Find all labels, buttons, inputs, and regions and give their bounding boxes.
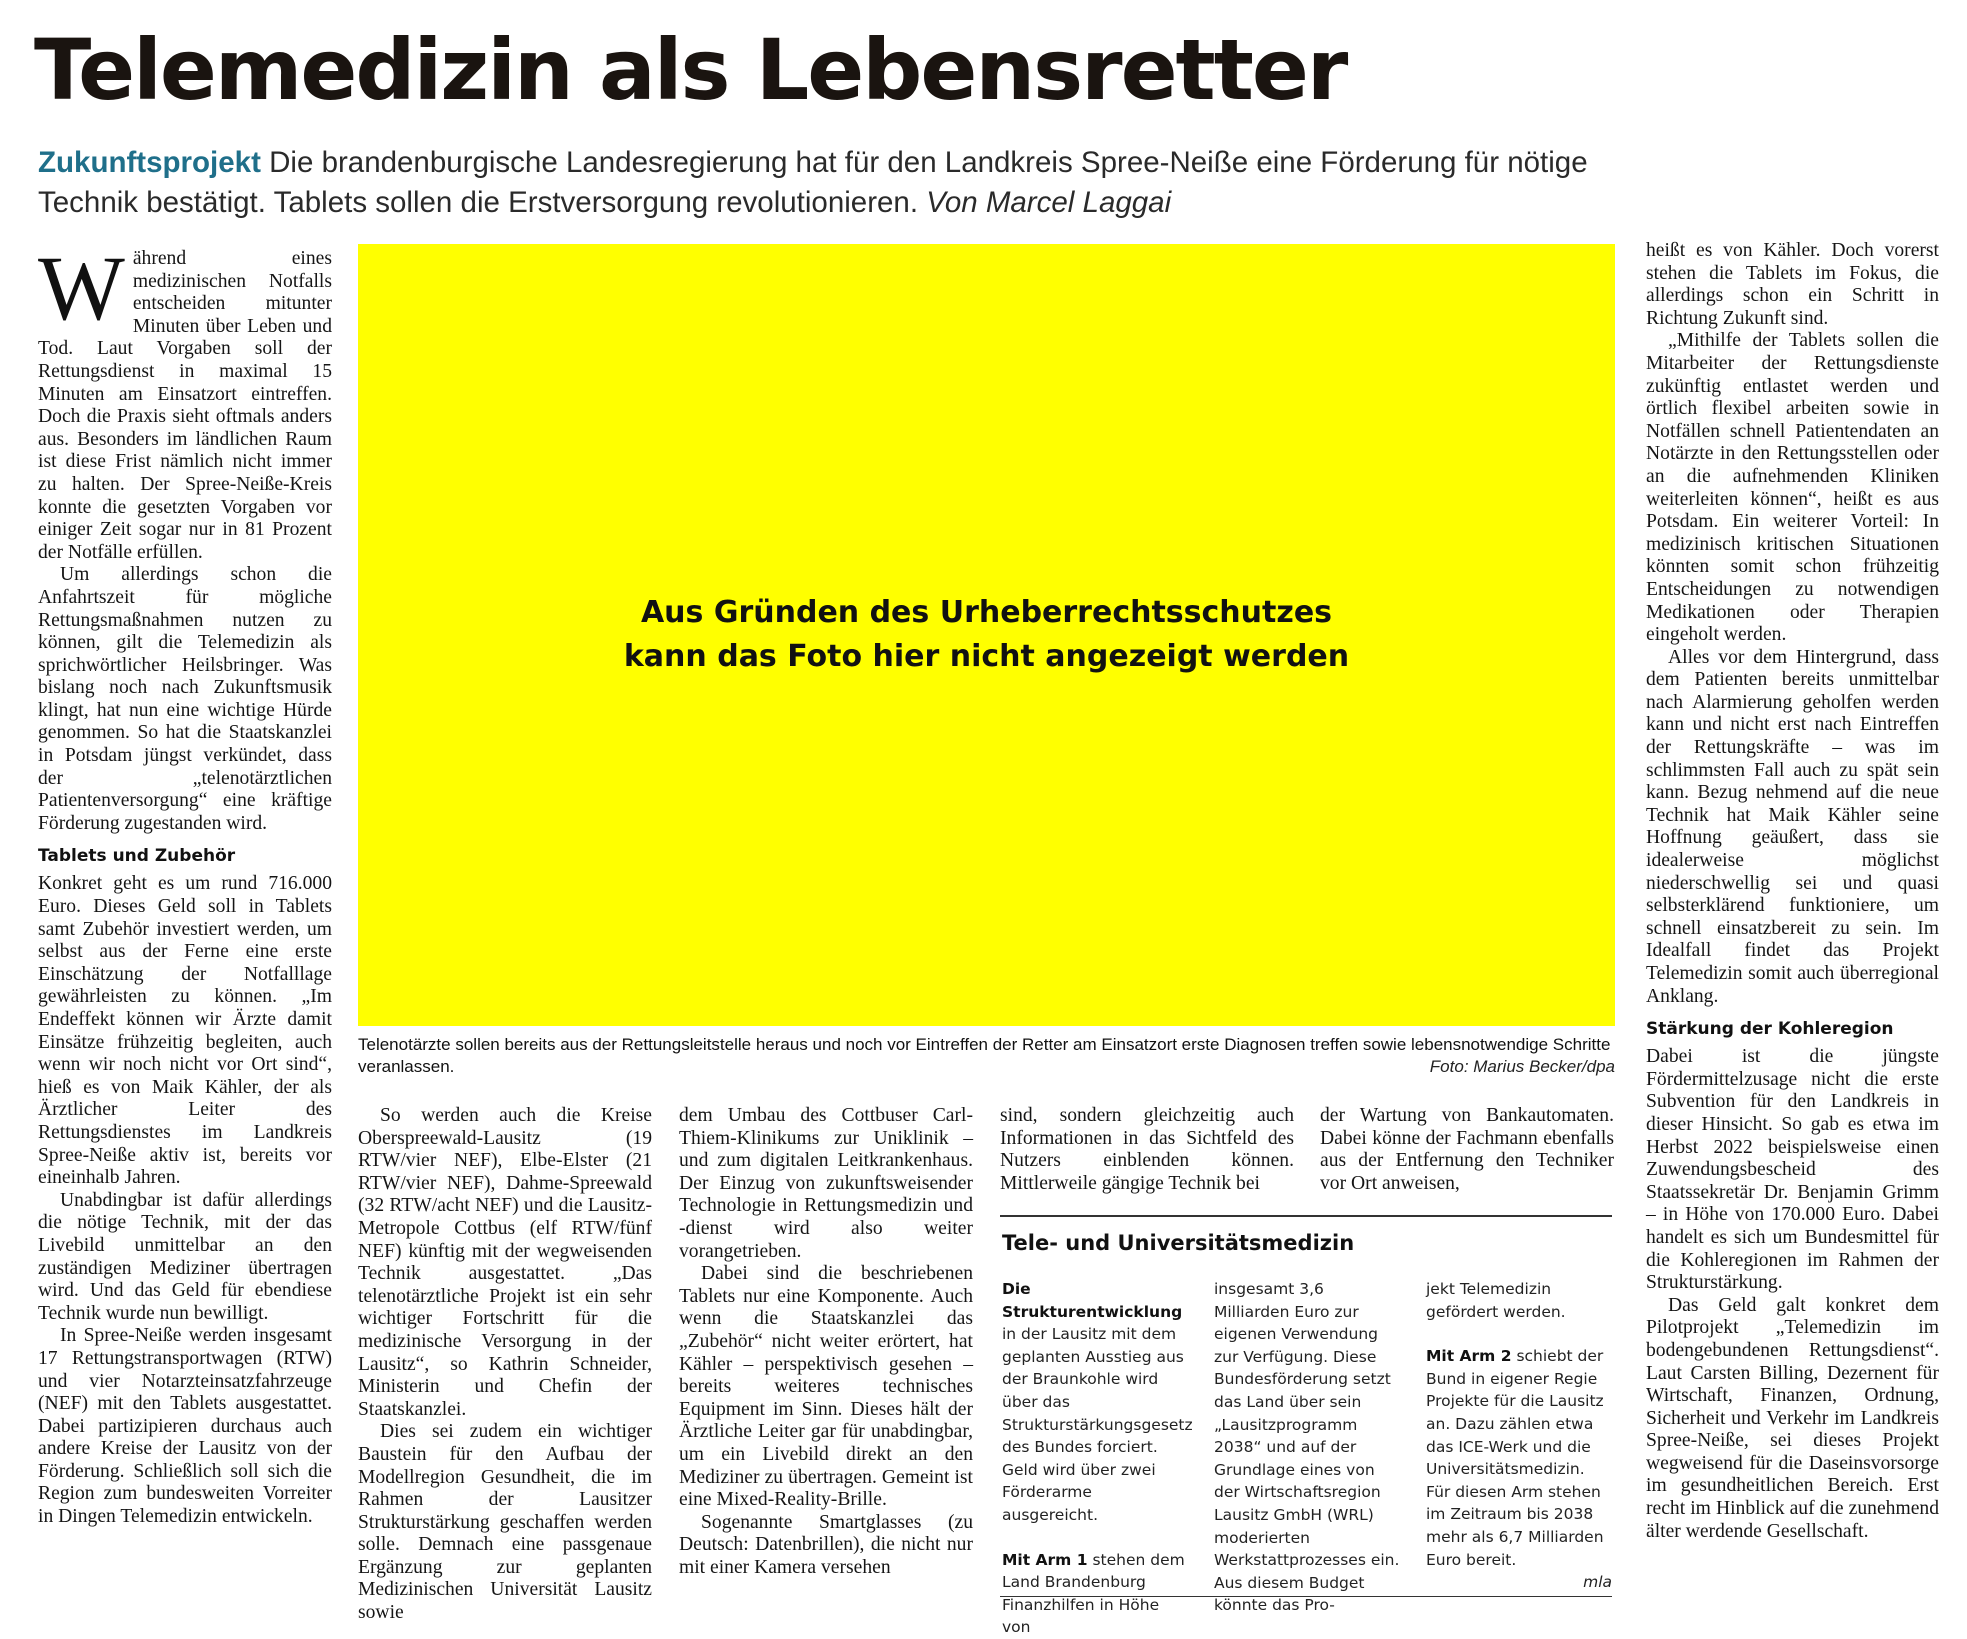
kicker: Zukunftsprojekt xyxy=(38,146,261,179)
infobox-paragraph: Mit Arm 1 stehen dem Land Brandenburg Finanzhilfen in Höhe von xyxy=(1002,1550,1185,1637)
paragraph: „Mithilfe der Tablets sollen die Mitarbeiter der Rettungsdienste zukünftig entlastet werden und örtlich flexibel arbeiten sowie in Notfällen schnell Patientendaten an Notärzte in den Rettungsstellen oder an die aufnehmenden Kliniken weiterleiten können“, heißt es aus Potsdam. Ein weiterer Vorteil: In medizinisch kritischen Situationen könnten somit schon frühzeitig Entscheidungen zu notwendigen Medikationen oder Therapien eingeholt werden. xyxy=(1646,330,1939,646)
infobox-column-2 xyxy=(1214,1278,1400,1617)
paragraph: Dabei sind die beschriebenen Tablets nur eine Komponente. Auch wenn die Staatskanzlei das „Zubehör“ nicht weiter erörtert, hat Kähler – perspektivisch gesehen – bereits weiteres technisches Equipment im Sinn. Dieses hält der Ärztliche Leiter gar für unabdingbar, um ein Livebild direkt an den Mediziner zu übertragen. Gemeint ist eine Mixed-Reality-Brille. xyxy=(679,1263,973,1511)
infobox-paragraph: jekt Telemedizin gefördert werden. xyxy=(1426,1280,1566,1321)
photo-credit: Foto: Marius Becker/dpa xyxy=(1429,1057,1615,1076)
column-2 xyxy=(358,1105,652,1625)
paragraph: Sogenannte Smartglasses (zu Deutsch: Datenbrillen), die nicht nur mit einer Kamera versehen xyxy=(679,1511,973,1578)
headline: Telemedizin als Lebensretter xyxy=(34,21,1347,119)
paragraph: So werden auch die Kreise Oberspreewald-Lausitz (19 RTW/vier NEF), Elbe-Elster (21 RTW/vier NEF), Dahme-Spreewald (32 RTW/acht NEF) und die Lausitz-Metropole Cottbus (elf RTW/fünf NEF) künftig mit der wegweisenden Technik ausgestattet. „Das telenotärztliche Projekt ist ein sehr wichtiger Fortschritt für die medizinische Versorgung in der Lausitz“, so Kathrin Schneider, Ministerin und Chefin der Staatskanzlei. xyxy=(358,1105,652,1420)
byline: Von Marcel Laggai xyxy=(926,186,1172,219)
paragraph: Um allerdings schon die Anfahrtszeit für mögliche Rettungsmaßnahmen nutzen zu können, gilt die Telemedizin als sprichwörtlicher Heilsbringer. Was bislang noch nach Zukunftsmusik klingt, hat nun eine wichtige Hürde genommen. So hat die Staatskanzlei in Potsdam jüngst verkündet, dass der „telenotärztlichen Patientenversorgung“ eine kräftige Förderung zugestanden wird. xyxy=(38,564,332,834)
intro-text: Die brandenburgische Landesregierung hat für den Landkreis Spree-Neiße eine Förderung für nötige Technik bestätigt. Tablets sollen die Erstversorgung revolutionieren. xyxy=(38,146,1588,219)
paragraph: Dies sei zudem ein wichtiger Baustein für den Aufbau der Modellregion Gesundheit, die im Rahmen der Lausitzer Strukturstärkung geschaffen werden solle. Demnach eine passgenaue Ergänzung zur geplanten Medizinischen Universität Lausitz sowie xyxy=(358,1421,652,1624)
paragraph: Das Geld galt konkret dem Pilotprojekt „Telemedizin im bodengebundenen Rettungsdienst“. Laut Carsten Billing, Dezernent für Wirtschaft, Finanzen, Ordnung, Sicherheit und Verkehr im Landkreis Spree-Neiße, sei dieses Projekt wegweisend für die Daseinsvorsorge im gesundheitlichen Bereich. Erst recht im Hinblick auf die zunehmend älter werdende Gesellschaft. xyxy=(1646,1294,1939,1542)
paragraph: Unabdingbar ist dafür allerdings die nötige Technik, mit der das Livebild unmittelbar an den zuständigen Mediziner übertragen wird. Und das Geld für ebendiese Technik wurde nun bewilligt. xyxy=(38,1189,332,1324)
infobox-top-rule xyxy=(1000,1215,1612,1217)
paragraph: der Wartung von Bankautomaten. Dabei könne der Fachmann ebenfalls aus der Entfernung den Techniker vor Ort anweisen, xyxy=(1320,1105,1614,1194)
photo-placeholder-text: Aus Gründen des Urheberrechtsschutzes kann das Foto hier nicht angezeigt werden xyxy=(623,595,1350,674)
drop-cap: W xyxy=(38,237,125,339)
infobox-title: Tele- und Universitätsmedizin xyxy=(1002,1231,1355,1255)
paragraph: heißt es von Kähler. Doch vorerst stehen die Tablets im Fokus, die allerdings schon ein Schritt in Richtung Zukunft sind. xyxy=(1646,240,1939,329)
paragraph: Dabei ist die jüngste Fördermittelzusage nicht die erste Subvention für den Landkreis in dieser Hinsicht. So gab es etwa im Herbst 2022 beispielsweise einen Zuwendungsbescheid des Staatssekretär Dr. Benjamin Grimm – in Höhe von 170.000 Euro. Dabei handelt es sich um Bundesmittel für die Kohleregionen im Rahmen der Strukturstärkung. xyxy=(1646,1046,1939,1294)
paragraph: dem Umbau des Cottbuser Carl-Thiem-Klinikums zur Uniklinik – und zum digitalen Leitkrankenhaus. Der Einzug von zukunftsweisender Technologie in Rettungsmedizin und -dienst wird also weiter vorangetrieben. xyxy=(679,1105,973,1262)
photo-placeholder xyxy=(358,244,1615,1026)
column-5 xyxy=(1320,1105,1614,1195)
subhead-tablets: Tablets und Zubehör xyxy=(38,846,236,867)
paragraph: In Spree-Neiße werden insgesamt 17 Rettungstransportwagen (RTW) und vier Notarzteinsatzfahrzeuge (NEF) mit den Tablets ausgestattet. Dabei partizipieren durchaus auch andere Kreise der Lausitz von der Förderung. Schließlich soll sich die Region zum bundesweiten Vorreiter in Dingen Telemedizin entwickeln. xyxy=(38,1325,332,1528)
paragraph: Während eines medizinischen Notfalls entscheiden mitunter Minuten über Leben und Tod. Laut Vorgaben soll der Rettungsdienst in maximal 15 Minuten am Einsatzort eintreffen. Doch die Praxis sieht oftmals anders aus. Besonders im ländlichen Raum ist diese Frist nämlich nicht immer zu halten. Der Spree-Neiße-Kreis konnte die gesetzten Vorgaben vor einiger Zeit sogar nur in 81 Prozent der Notfälle erfüllen. xyxy=(38,237,332,563)
infobox-signature: mla xyxy=(1583,1573,1612,1592)
paragraph: Alles vor dem Hintergrund, dass dem Patienten bereits unmittelbar nach Alarmierung geholfen werden kann und nicht erst nach Eintreffen der Rettungskräfte – was im schlimmsten Fall auch zu spät sein kann. Bezug nehmend auf die neue Technik hat Maik Kähler seine Hoffnung geäußert, dass sie idealerweise möglichst niederschwellig sei und quasi selbsterklärend funktioniere, um schnell einsatzbereit zu sein. Im Idealfall findet das Projekt Telemedizin somit auch überregional Anklang. xyxy=(1646,646,1939,1007)
infobox-bottom-rule xyxy=(1000,1596,1612,1597)
infobox-paragraph: Die Strukturentwicklung in der Lausitz mit dem geplanten Ausstieg aus der Braunkohle wird über das Strukturstärkungsgesetz des Bundes forciert. Geld wird über zwei Förderarme ausgereicht. xyxy=(1002,1280,1193,1524)
infobox-column-1 xyxy=(1002,1278,1193,1639)
infobox-paragraph: Mit Arm 2 schiebt der Bund in eigener Regie Projekte für die Lausitz an. Dazu zählen etwa das ICE-Werk und die Universitätsmedizin. Für diesen Arm stehen im Zeitraum bis 2038 mehr als 6,7 Milliarden Euro bereit. xyxy=(1426,1347,1604,1569)
column-1 xyxy=(38,237,332,1529)
column-6 xyxy=(1646,240,1939,1543)
column-3 xyxy=(679,1105,973,1579)
paragraph: Konkret geht es um rund 716.000 Euro. Dieses Geld soll in Tablets samt Zubehör investiert werden, um selbst aus der Ferne eine erste Einschätzung der Notfalllage gewährleisten zu können. „Im Endeffekt können wir Ärzte damit Einsätze frühzeitig begleiten, auch wenn wir noch nicht vor Ort sind“, hieß es von Maik Kähler, der als Ärztlicher Leiter des Rettungsdienstes im Landkreis Spree-Neiße aktiv ist, bereits vor eineinhalb Jahren. xyxy=(38,873,332,1189)
infobox-column-3 xyxy=(1426,1278,1612,1594)
infobox-paragraph: insgesamt 3,6 Milliarden Euro zur eigenen Verwendung zur Verfügung. Diese Bundesförderung setzt das Land über sein „Lausitzprogramm 2038“ und auf der Grundlage eines von der Wirtschaftsregion Lausitz GmbH (WRL) moderierten Werkstattprozesses ein. Aus diesem Budget könnte das Pro- xyxy=(1214,1280,1400,1615)
column-4 xyxy=(1000,1105,1294,1195)
subhead-kohleregion: Stärkung der Kohleregion xyxy=(1646,1019,1894,1040)
paragraph: sind, sondern gleichzeitig auch Informationen in das Sichtfeld des Nutzers einblenden können. Mittlerweile gängige Technik bei xyxy=(1000,1105,1294,1194)
intro xyxy=(38,143,1598,223)
photo-caption: Telenotärzte sollen bereits aus der Rettungsleitstelle heraus und noch vor Eintreffen der Retter am Einsatzort erste Diagnosen treffen sowie lebensnotwendige Schritte veranlassen. xyxy=(358,1035,1611,1076)
